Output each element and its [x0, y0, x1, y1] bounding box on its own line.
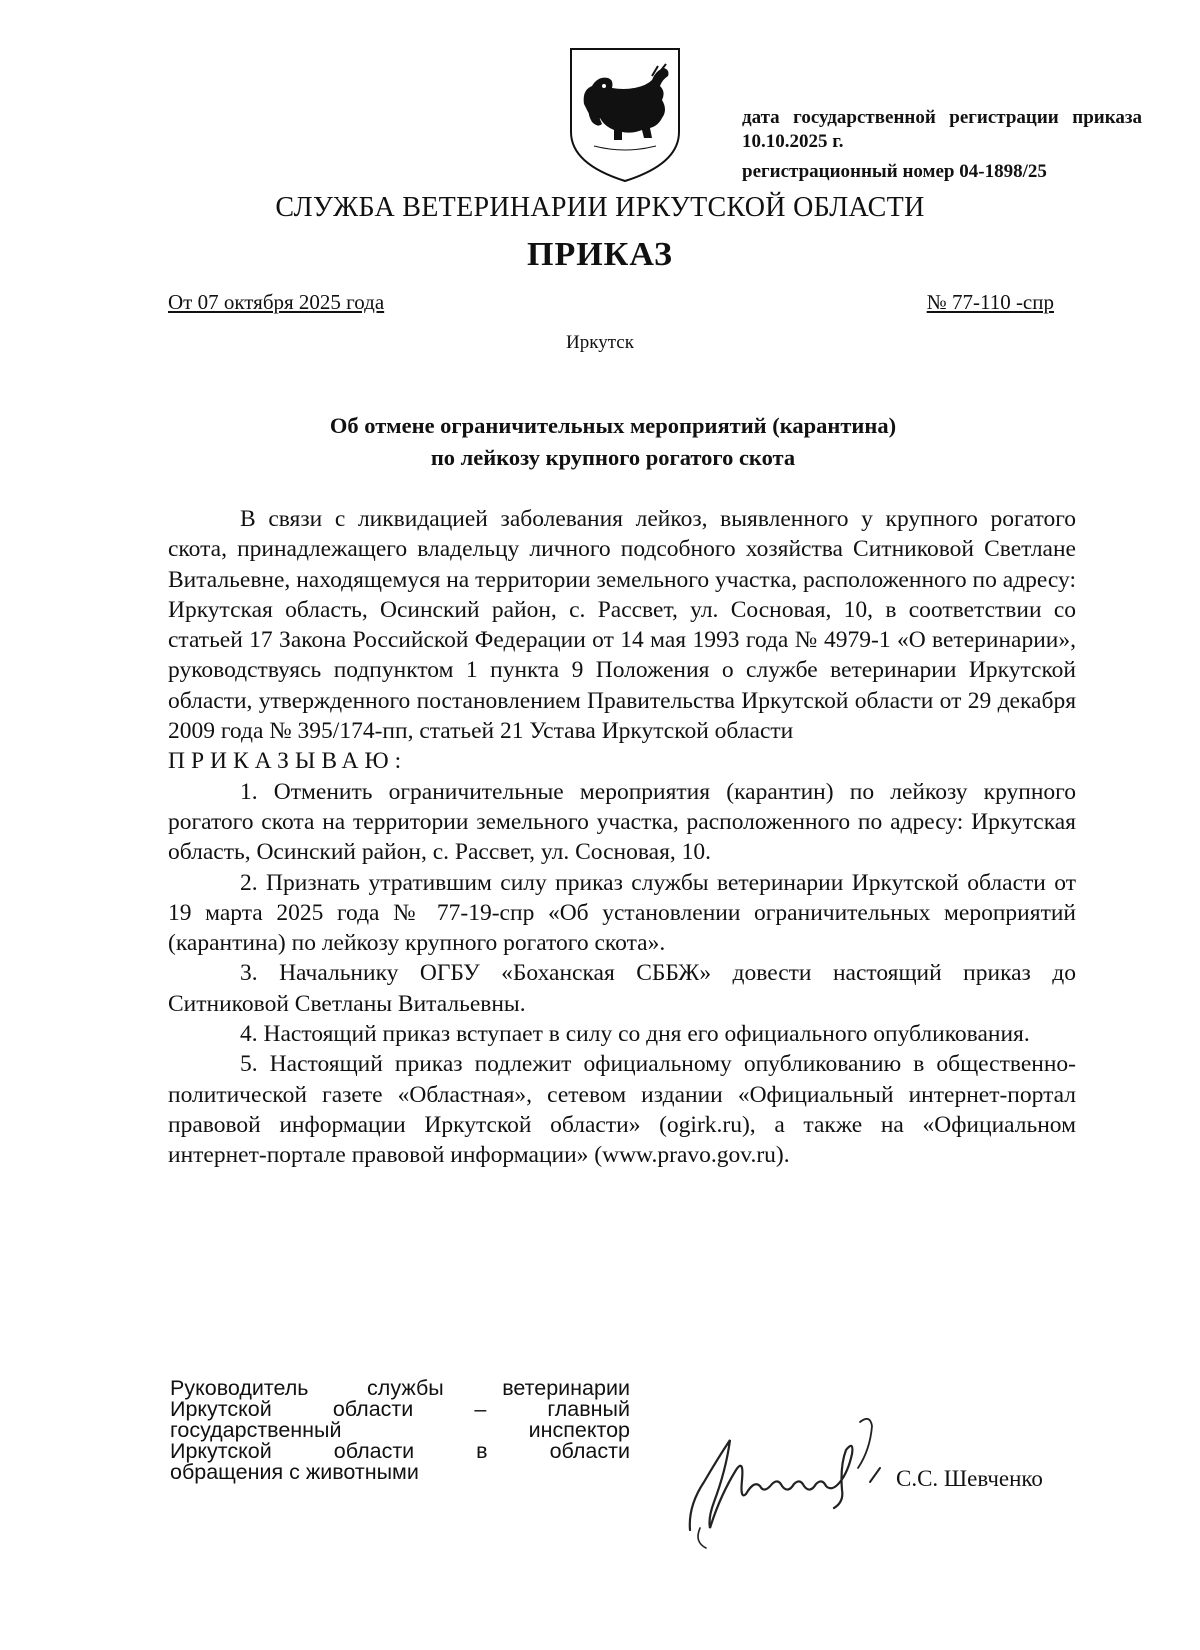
signatory-title-line: Иркутской области – главный — [170, 1397, 630, 1421]
irkutsk-coat-of-arms-icon — [568, 46, 682, 184]
signatory-title — [170, 1378, 630, 1483]
signatory-title-line: Иркутской области в области — [170, 1439, 630, 1463]
order-item-1: 1. Отменить ограничительные мероприятия (карантин) по лейкозу крупного рогатого скота на территории земельного участка, расположенного по адресу: Иркутская область, Осинский район, с. Рассвет, ул. Сосновая, 10. — [168, 778, 1076, 866]
signatory-title-line: государственный инспектор — [170, 1418, 630, 1442]
registration-number: регистрационный номер 04-1898/25 — [742, 161, 1047, 182]
preamble-paragraph: В связи с ликвидацией заболевания лейкоз, выявленного у крупного рогатого скота, принадлежащего владельцу личного подсобного хозяйства Ситниковой Светлане Витальевне, находящемуся на территории земельного участка, расположенного по адресу: Иркутская область, Осинский район, с. Рассвет, ул. Сосновая, 10, в соответствии со статьей 17 Закона Российской Федерации от 14 мая 1993 года № 4979-1 «О ветеринарии», руководствуясь подпунктом 1 пункта 9 Положения о службе ветеринарии Иркутской области, утвержденного постановлением Правительства Иркутской области от 29 декабря 2009 года № 395/174-пп, статьей 21 Устава Иркутской области — [168, 506, 1076, 745]
registration-date: дата государственной регистрации приказа 10.10.2025 г. — [742, 107, 1142, 152]
signatory-name: С.С. Шевченко — [896, 1466, 1043, 1491]
signatory-title-line: Руководитель службы ветеринарии — [170, 1376, 630, 1400]
order-item-2: 2. Признать утратившим силу приказ службы ветеринарии Иркутской области от 19 марта 2025 года № 77-19-спр «Об установлении ограничительных мероприятий (карантина) по лейкозу крупного рогатого скота». — [168, 869, 1076, 957]
order-date: От 07 октября 2025 года — [168, 290, 385, 314]
order-number: № 77-110 -спр — [926, 290, 1054, 314]
document-type: ПРИКАЗ — [527, 236, 673, 273]
order-subject — [168, 410, 1058, 474]
handwritten-signature — [684, 1410, 914, 1550]
order-item-5: 5. Настоящий приказ подлежит официальному опубликованию в общественно-политической газете «Областная», сетевом издании «Официальный интернет-портал правовой информации Иркутской области» (ogirk.ru), а также на «Официальном интернет-портале правовой информации» (www.pravo.gov.ru). — [168, 1051, 1076, 1169]
subject-line-1: Об отмене ограничительных мероприятий (карантина) — [329, 413, 897, 438]
order-word: ПРИКАЗЫВАЮ: — [168, 748, 408, 775]
signatory-title-line: обращения с животными — [170, 1460, 419, 1484]
organization-name: СЛУЖБА ВЕТЕРИНАРИИ ИРКУТСКОЙ ОБЛАСТИ — [275, 192, 925, 223]
subject-line-2: по лейкозу крупного рогатого скота — [430, 445, 796, 470]
order-item-4: 4. Настоящий приказ вступает в силу со дня его официального опубликования. — [240, 1021, 1030, 1048]
order-item-3: 3. Начальнику ОГБУ «Боханская СББЖ» довести настоящий приказ до Ситниковой Светланы Витальевны. — [168, 960, 1076, 1017]
order-body — [168, 504, 1076, 1171]
city: Иркутск — [566, 332, 634, 353]
